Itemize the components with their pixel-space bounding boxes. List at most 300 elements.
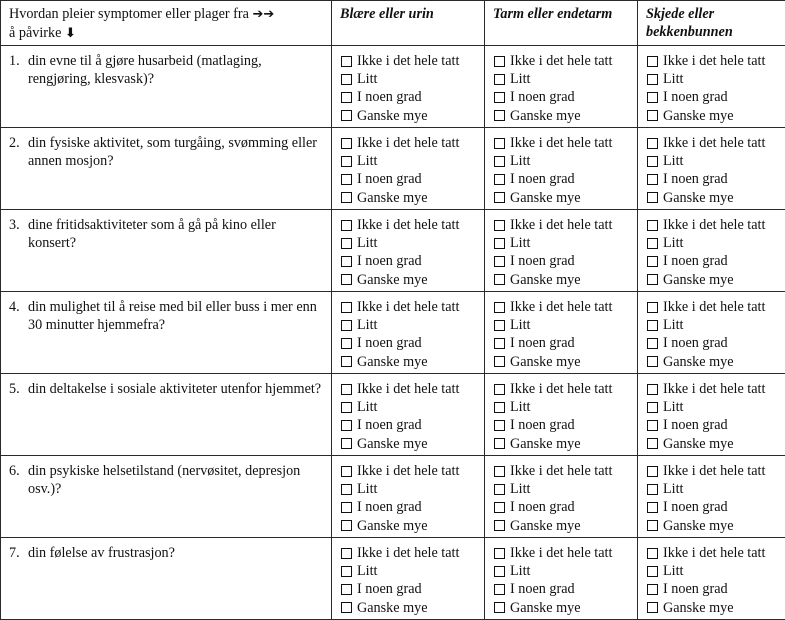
checkbox-icon[interactable] — [647, 174, 658, 185]
option-label: I noen grad — [663, 170, 728, 188]
options-cell-pelvic — [638, 456, 785, 538]
checkbox-icon[interactable] — [494, 110, 505, 121]
options-cell-bowel — [485, 210, 638, 292]
checkbox-icon[interactable] — [647, 466, 658, 477]
option-a-little[interactable] — [494, 70, 633, 88]
options-cell-pelvic — [638, 292, 785, 374]
checkbox-icon[interactable] — [494, 402, 505, 413]
checkbox-icon[interactable] — [494, 56, 505, 67]
option-quite-a-lot[interactable] — [494, 107, 633, 125]
option-label: Litt — [663, 398, 684, 416]
checkbox-icon[interactable] — [647, 484, 658, 495]
option-quite-a-lot[interactable] — [647, 189, 781, 207]
checkbox-icon[interactable] — [494, 174, 505, 185]
option-label: Ikke i det hele tatt — [357, 298, 459, 316]
options-cell-bowel — [485, 456, 638, 538]
checkbox-icon[interactable] — [494, 384, 505, 395]
option-somewhat[interactable] — [341, 334, 480, 352]
option-not-at-all[interactable] — [494, 462, 633, 480]
question-row — [1, 538, 785, 620]
question-number: 5. — [9, 380, 28, 398]
option-a-little[interactable] — [647, 562, 781, 580]
option-label: Litt — [510, 316, 531, 334]
checkbox-icon[interactable] — [647, 238, 658, 249]
option-label: Ikke i det hele tatt — [510, 52, 612, 70]
question-cell — [1, 210, 332, 292]
option-label: Ikke i det hele tatt — [510, 380, 612, 398]
option-label: Litt — [663, 70, 684, 88]
checkbox-icon[interactable] — [494, 220, 505, 231]
option-somewhat[interactable] — [341, 88, 480, 106]
option-label: Ikke i det hele tatt — [357, 52, 459, 70]
checkbox-icon[interactable] — [647, 320, 658, 331]
question-text: din psykiske helsetilstand (nervøsitet, depresjon osv.)? — [28, 462, 323, 498]
option-label: Litt — [357, 398, 378, 416]
option-somewhat[interactable] — [494, 170, 633, 188]
checkbox-icon[interactable] — [341, 548, 352, 559]
arrow-down-icon: ⬇ — [65, 26, 76, 41]
option-label: Ganske mye — [510, 271, 581, 289]
question-number: 7. — [9, 544, 28, 562]
option-label: Ikke i det hele tatt — [510, 298, 612, 316]
checkbox-icon[interactable] — [647, 110, 658, 121]
checkbox-icon[interactable] — [494, 484, 505, 495]
checkbox-icon[interactable] — [494, 338, 505, 349]
option-quite-a-lot[interactable] — [647, 107, 781, 125]
checkbox-icon[interactable] — [494, 566, 505, 577]
option-label: Ikke i det hele tatt — [357, 380, 459, 398]
option-label: Ganske mye — [510, 435, 581, 453]
option-a-little[interactable] — [341, 234, 480, 252]
option-quite-a-lot[interactable] — [341, 271, 480, 289]
option-a-little[interactable] — [647, 316, 781, 334]
option-label: Litt — [663, 234, 684, 252]
option-label: I noen grad — [510, 416, 575, 434]
option-somewhat[interactable] — [647, 416, 781, 434]
option-a-little[interactable] — [494, 398, 633, 416]
option-label: Ikke i det hele tatt — [663, 216, 765, 234]
checkbox-icon[interactable] — [341, 220, 352, 231]
checkbox-icon[interactable] — [341, 438, 352, 449]
options-cell-bowel — [485, 292, 638, 374]
option-label: I noen grad — [663, 498, 728, 516]
question-cell — [1, 374, 332, 456]
option-somewhat[interactable] — [647, 334, 781, 352]
checkbox-icon[interactable] — [341, 566, 352, 577]
option-label: Ganske mye — [510, 353, 581, 371]
option-somewhat[interactable] — [341, 416, 480, 434]
option-label: Ikke i det hele tatt — [357, 462, 459, 480]
option-label: Ganske mye — [510, 517, 581, 535]
question-cell — [1, 538, 332, 620]
option-somewhat[interactable] — [341, 170, 480, 188]
option-label: Ikke i det hele tatt — [510, 544, 612, 562]
option-not-at-all[interactable] — [341, 544, 480, 562]
arrow-right-icon: ➔➔ — [252, 7, 274, 22]
options-cell-bowel — [485, 538, 638, 620]
option-quite-a-lot[interactable] — [647, 599, 781, 617]
checkbox-icon[interactable] — [341, 384, 352, 395]
option-label: I noen grad — [357, 416, 422, 434]
option-a-little[interactable] — [647, 480, 781, 498]
options-cell-bowel — [485, 46, 638, 128]
checkbox-icon[interactable] — [647, 138, 658, 149]
checkbox-icon[interactable] — [341, 302, 352, 313]
checkbox-icon[interactable] — [494, 192, 505, 203]
option-not-at-all[interactable] — [341, 52, 480, 70]
option-label: I noen grad — [663, 334, 728, 352]
checkbox-icon[interactable] — [341, 338, 352, 349]
options-cell-bowel — [485, 374, 638, 456]
option-label: I noen grad — [510, 252, 575, 270]
option-label: Ganske mye — [663, 353, 734, 371]
option-label: Ganske mye — [510, 189, 581, 207]
options-cell-pelvic — [638, 128, 785, 210]
option-not-at-all[interactable] — [647, 544, 781, 562]
checkbox-icon[interactable] — [647, 302, 658, 313]
option-a-little[interactable] — [341, 152, 480, 170]
option-label: Ikke i det hele tatt — [510, 462, 612, 480]
option-a-little[interactable] — [647, 152, 781, 170]
checkbox-icon[interactable] — [647, 56, 658, 67]
question-text: din evne til å gjøre husarbeid (matlaging, rengjøring, klesvask)? — [28, 52, 323, 88]
checkbox-icon[interactable] — [341, 110, 352, 121]
checkbox-icon[interactable] — [647, 602, 658, 613]
option-label: Ikke i det hele tatt — [357, 134, 459, 152]
option-label: Litt — [663, 316, 684, 334]
option-label: Ganske mye — [663, 271, 734, 289]
checkbox-icon[interactable] — [341, 584, 352, 595]
option-somewhat[interactable] — [494, 416, 633, 434]
option-label: Litt — [357, 562, 378, 580]
question-cell — [1, 456, 332, 538]
option-somewhat[interactable] — [341, 498, 480, 516]
option-label: Litt — [663, 480, 684, 498]
checkbox-icon[interactable] — [341, 502, 352, 513]
option-quite-a-lot[interactable] — [647, 271, 781, 289]
option-label: I noen grad — [663, 580, 728, 598]
option-label: Litt — [510, 234, 531, 252]
option-label: Ganske mye — [357, 435, 428, 453]
option-label: I noen grad — [357, 252, 422, 270]
option-a-little[interactable] — [341, 70, 480, 88]
option-quite-a-lot[interactable] — [341, 517, 480, 535]
checkbox-icon[interactable] — [341, 74, 352, 85]
options-cell-bladder — [332, 456, 485, 538]
option-label: I noen grad — [510, 580, 575, 598]
option-a-little[interactable] — [341, 398, 480, 416]
option-somewhat[interactable] — [647, 88, 781, 106]
option-label: I noen grad — [510, 170, 575, 188]
checkbox-icon[interactable] — [341, 520, 352, 531]
option-quite-a-lot[interactable] — [341, 107, 480, 125]
checkbox-icon[interactable] — [341, 320, 352, 331]
option-label: Ganske mye — [663, 435, 734, 453]
question-number: 2. — [9, 134, 28, 170]
question-number: 6. — [9, 462, 28, 498]
question-text: dine fritidsaktiviteter som å gå på kino eller konsert? — [28, 216, 323, 252]
option-quite-a-lot[interactable] — [647, 353, 781, 371]
option-quite-a-lot[interactable] — [647, 517, 781, 535]
checkbox-icon[interactable] — [647, 520, 658, 531]
option-somewhat[interactable] — [647, 498, 781, 516]
option-label: I noen grad — [663, 252, 728, 270]
option-a-little[interactable] — [647, 70, 781, 88]
option-somewhat[interactable] — [341, 580, 480, 598]
question-text: din fysiske aktivitet, som turgåing, svømming eller annen mosjon? — [28, 134, 323, 170]
option-label: I noen grad — [357, 498, 422, 516]
checkbox-icon[interactable] — [647, 74, 658, 85]
option-quite-a-lot[interactable] — [341, 435, 480, 453]
option-label: Litt — [510, 562, 531, 580]
question-cell — [1, 292, 332, 374]
checkbox-icon[interactable] — [341, 484, 352, 495]
checkbox-icon[interactable] — [647, 92, 658, 103]
checkbox-icon[interactable] — [341, 466, 352, 477]
checkbox-icon[interactable] — [494, 92, 505, 103]
options-cell-pelvic — [638, 374, 785, 456]
checkbox-icon[interactable] — [341, 356, 352, 367]
checkbox-icon[interactable] — [494, 520, 505, 531]
option-label: Litt — [510, 152, 531, 170]
question-cell — [1, 128, 332, 210]
question-cell — [1, 46, 332, 128]
option-not-at-all[interactable] — [494, 216, 633, 234]
column-header-pelvic: Skjede eller bekkenbunnen — [638, 1, 785, 46]
checkbox-icon[interactable] — [494, 156, 505, 167]
option-a-little[interactable] — [341, 562, 480, 580]
option-label: I noen grad — [357, 334, 422, 352]
checkbox-icon[interactable] — [341, 56, 352, 67]
checkbox-icon[interactable] — [647, 356, 658, 367]
option-label: Ikke i det hele tatt — [510, 134, 612, 152]
option-label: Ganske mye — [357, 107, 428, 125]
option-label: Ikke i det hele tatt — [510, 216, 612, 234]
option-label: Litt — [357, 480, 378, 498]
option-somewhat[interactable] — [494, 252, 633, 270]
option-label: Litt — [510, 70, 531, 88]
option-somewhat[interactable] — [494, 88, 633, 106]
option-not-at-all[interactable] — [647, 52, 781, 70]
option-label: Litt — [510, 398, 531, 416]
column-header-bowel: Tarm eller endetarm — [485, 1, 638, 46]
question-row — [1, 46, 785, 128]
option-label: Litt — [510, 480, 531, 498]
options-cell-bowel — [485, 128, 638, 210]
option-label: Litt — [357, 152, 378, 170]
option-not-at-all[interactable] — [647, 216, 781, 234]
option-quite-a-lot[interactable] — [341, 599, 480, 617]
question-row — [1, 128, 785, 210]
option-not-at-all[interactable] — [341, 380, 480, 398]
option-a-little[interactable] — [647, 398, 781, 416]
checkbox-icon[interactable] — [647, 402, 658, 413]
checkbox-icon[interactable] — [341, 138, 352, 149]
checkbox-icon[interactable] — [647, 584, 658, 595]
checkbox-icon[interactable] — [494, 584, 505, 595]
option-label: I noen grad — [510, 334, 575, 352]
checkbox-icon[interactable] — [341, 238, 352, 249]
option-not-at-all[interactable] — [341, 134, 480, 152]
option-label: Ganske mye — [663, 599, 734, 617]
checkbox-icon[interactable] — [494, 138, 505, 149]
option-label: Ikke i det hele tatt — [663, 134, 765, 152]
checkbox-icon[interactable] — [647, 220, 658, 231]
option-label: Ikke i det hele tatt — [357, 216, 459, 234]
question-text: din mulighet til å reise med bil eller buss i mer enn 30 minutter hjemmefra? — [28, 298, 323, 334]
option-label: I noen grad — [663, 416, 728, 434]
option-label: Litt — [663, 562, 684, 580]
checkbox-icon[interactable] — [647, 274, 658, 285]
options-cell-bladder — [332, 46, 485, 128]
options-cell-bladder — [332, 292, 485, 374]
question-row — [1, 292, 785, 374]
options-cell-bladder — [332, 128, 485, 210]
checkbox-icon[interactable] — [494, 256, 505, 267]
checkbox-icon[interactable] — [494, 356, 505, 367]
checkbox-icon[interactable] — [341, 192, 352, 203]
option-not-at-all[interactable] — [494, 134, 633, 152]
option-a-little[interactable] — [494, 480, 633, 498]
option-label: I noen grad — [510, 498, 575, 516]
option-somewhat[interactable] — [494, 498, 633, 516]
checkbox-icon[interactable] — [494, 274, 505, 285]
option-quite-a-lot[interactable] — [647, 435, 781, 453]
question-row — [1, 210, 785, 292]
option-label: Ganske mye — [510, 107, 581, 125]
option-label: Ikke i det hele tatt — [663, 462, 765, 480]
checkbox-icon[interactable] — [647, 156, 658, 167]
option-label: Ganske mye — [510, 599, 581, 617]
option-a-little[interactable] — [494, 316, 633, 334]
option-quite-a-lot[interactable] — [341, 353, 480, 371]
option-label: Ganske mye — [663, 107, 734, 125]
question-row — [1, 456, 785, 538]
option-somewhat[interactable] — [647, 580, 781, 598]
option-label: Litt — [357, 234, 378, 252]
checkbox-icon[interactable] — [647, 502, 658, 513]
checkbox-icon[interactable] — [647, 420, 658, 431]
option-a-little[interactable] — [494, 562, 633, 580]
option-label: Ganske mye — [663, 517, 734, 535]
option-quite-a-lot[interactable] — [341, 189, 480, 207]
checkbox-icon[interactable] — [341, 174, 352, 185]
option-not-at-all[interactable] — [494, 298, 633, 316]
option-label: Ikke i det hele tatt — [663, 544, 765, 562]
option-label: I noen grad — [510, 88, 575, 106]
checkbox-icon[interactable] — [494, 502, 505, 513]
option-label: Ganske mye — [357, 599, 428, 617]
option-a-little[interactable] — [341, 480, 480, 498]
option-label: Ikke i det hele tatt — [663, 380, 765, 398]
option-label: Ganske mye — [357, 271, 428, 289]
checkbox-icon[interactable] — [494, 238, 505, 249]
checkbox-icon[interactable] — [647, 192, 658, 203]
options-cell-bladder — [332, 374, 485, 456]
checkbox-icon[interactable] — [341, 402, 352, 413]
header-row — [1, 1, 785, 46]
question-number: 4. — [9, 298, 28, 334]
option-label: I noen grad — [357, 88, 422, 106]
options-cell-pelvic — [638, 210, 785, 292]
checkbox-icon[interactable] — [341, 274, 352, 285]
option-label: Ikke i det hele tatt — [663, 298, 765, 316]
option-not-at-all[interactable] — [494, 544, 633, 562]
checkbox-icon[interactable] — [494, 302, 505, 313]
option-not-at-all[interactable] — [341, 462, 480, 480]
option-quite-a-lot[interactable] — [494, 271, 633, 289]
options-cell-pelvic — [638, 538, 785, 620]
checkbox-icon[interactable] — [341, 156, 352, 167]
option-not-at-all[interactable] — [341, 298, 480, 316]
checkbox-icon[interactable] — [647, 566, 658, 577]
checkbox-icon[interactable] — [647, 338, 658, 349]
option-not-at-all[interactable] — [494, 380, 633, 398]
checkbox-icon[interactable] — [494, 466, 505, 477]
option-not-at-all[interactable] — [341, 216, 480, 234]
option-label: Ikke i det hele tatt — [663, 52, 765, 70]
options-cell-pelvic — [638, 46, 785, 128]
option-label: I noen grad — [357, 580, 422, 598]
option-label: Ganske mye — [357, 517, 428, 535]
option-not-at-all[interactable] — [647, 380, 781, 398]
option-a-little[interactable] — [494, 152, 633, 170]
option-label: Litt — [663, 152, 684, 170]
question-number: 1. — [9, 52, 28, 88]
option-quite-a-lot[interactable] — [494, 353, 633, 371]
checkbox-icon[interactable] — [494, 438, 505, 449]
option-somewhat[interactable] — [647, 170, 781, 188]
option-not-at-all[interactable] — [647, 134, 781, 152]
question-row — [1, 374, 785, 456]
checkbox-icon[interactable] — [647, 384, 658, 395]
checkbox-icon[interactable] — [494, 320, 505, 331]
checkbox-icon[interactable] — [647, 256, 658, 267]
option-label: Ikke i det hele tatt — [357, 544, 459, 562]
option-label: I noen grad — [357, 170, 422, 188]
checkbox-icon[interactable] — [494, 74, 505, 85]
option-a-little[interactable] — [647, 234, 781, 252]
option-somewhat[interactable] — [647, 252, 781, 270]
options-cell-bladder — [332, 210, 485, 292]
option-quite-a-lot[interactable] — [494, 435, 633, 453]
option-a-little[interactable] — [341, 316, 480, 334]
column-header-bladder: Blære eller urin — [332, 1, 485, 46]
option-quite-a-lot[interactable] — [494, 189, 633, 207]
checkbox-icon[interactable] — [647, 438, 658, 449]
option-a-little[interactable] — [494, 234, 633, 252]
option-not-at-all[interactable] — [647, 462, 781, 480]
checkbox-icon[interactable] — [647, 548, 658, 559]
checkbox-icon[interactable] — [341, 92, 352, 103]
checkbox-icon[interactable] — [341, 256, 352, 267]
option-somewhat[interactable] — [494, 334, 633, 352]
option-label: Litt — [357, 70, 378, 88]
option-quite-a-lot[interactable] — [494, 599, 633, 617]
checkbox-icon[interactable] — [494, 548, 505, 559]
checkbox-icon[interactable] — [341, 602, 352, 613]
checkbox-icon[interactable] — [341, 420, 352, 431]
checkbox-icon[interactable] — [494, 602, 505, 613]
option-quite-a-lot[interactable] — [494, 517, 633, 535]
option-somewhat[interactable] — [341, 252, 480, 270]
option-not-at-all[interactable] — [647, 298, 781, 316]
checkbox-icon[interactable] — [494, 420, 505, 431]
question-text: din følelse av frustrasjon? — [28, 544, 175, 562]
option-label: Litt — [357, 316, 378, 334]
option-somewhat[interactable] — [494, 580, 633, 598]
option-not-at-all[interactable] — [494, 52, 633, 70]
